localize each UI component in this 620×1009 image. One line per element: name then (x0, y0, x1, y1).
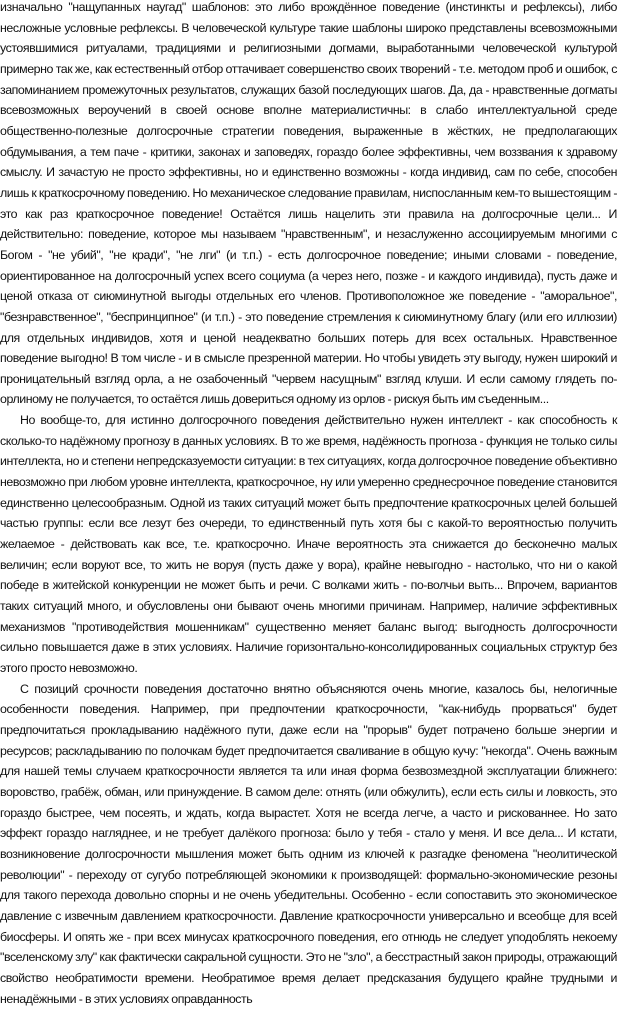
paragraph-2: Но вообще-то, для истинно долгосрочного поведения действительно нужен интеллект - как способность к сколько-то надёжному прогнозу в данных условиях. В то же время, надёжность прогноза - функция не только силы интеллекта, но и степени непредсказуемости ситуации: в тех ситуациях, когда долгосрочное поведение объективно невозможно при любом уровне интеллекта, краткосрочное, ну или умеренно среднесрочное поведение становится единственно целесообразным. Одной из таких ситуаций может быть предпочтение краткосрочных целей большей частью группы: если все лезут без очереди, то единственный путь хотя бы с какой-то вероятностью получить желаемое - действовать как все, т.е. краткосрочно. Иначе вероятность эта снижается до бесконечно малых величин; если воруют все, то жить не воруя (пусть даже у вора), крайне невыгодно - настолько, что ни о какой победе в житейской конкуренции не может быть и речи. С волками жить - по-волчьи выть... Впрочем, вариантов таких ситуаций много, и обусловлены они бывают очень многими причинам. Например, наличие эффективных механизмов "противодействия мошенникам" существенно меняет баланс выгод: выгодность долгосрочности сильно повышается даже в этих условиях. Наличие горизонтально-консолидированных социальных структур без этого просто невозможно. (0, 413, 617, 675)
paragraph-3: С позиций срочности поведения достаточно внятно объясняются очень многие, казалось бы, нелогичные особенности поведения. Например, при предпочтении краткосрочности, "как-нибудь прорваться" будет предпочитаться прокладыванию надёжного пути, даже если на "прорыв" будет потрачено больше энергии и ресурсов; раскладыванию по полочкам будет предпочитается сваливание в общую кучу: "некогда". Очень важным для нашей темы случаем краткосрочности является та или иная форма безвозмездной эксплуатации ближнего: воровство, грабёж, обман, или принуждение. В самом деле: отнять (или обжулить), если есть силы и ловкость, это гораздо быстрее, чем посеять, и ждать, когда вырастет. Хотя не всегда легче, а часто и рискованнее. Но зато эффект гораздо нагляднее, и не требует далёкого прогноза: было у тебя - стало у меня. И все дела... И кстати, возникновение долгосрочности мышления может быть одним из ключей к разгадке феномена "неолитической революции" - переходу от сугубо потребляющей экономики к производящей: формально-экономические резоны для такого перехода довольно спорны и не очень убедительны. Особенно - если сопоставить это экономическое давление с извечным давлением краткосрочности. Давление краткосрочности универсально и всеобще для всей биосферы. И опять же - при всех минусах краткосрочного поведения, его отнюдь не следует уподоблять некоему "вселенскому злу" как фактически сакральной сущности. Это не "зло", а бесстрастный закон природы, отражающий свойство необратимости времени. Необратимое время делает предсказания будущего крайне трудными и ненадёжными - в этих условиях оправданность (0, 681, 617, 1006)
paragraph-1: изначально "нащупанных наугад" шаблонов: это либо врождённое поведение (инстинкты и рефлексы), либо несложные условные рефлексы. В человеческой культуре такие шаблоны широко представлены всевозможными устоявшимися ритуалами, традициями и религиозными догмами, выработанными человеческой культурой примерно так же, как естественный отбор оттачивает совершенство своих творений - т.е. методом проб и ошибок, с запоминанием промежуточных результатов, служащих базой последующих шагов. Да, да - нравственные догматы всевозможных вероучений в своей основе вполне материалистичны: в слабо интеллектуальной среде общественно-полезные долгосрочные стратегии поведения, выраженные в жёстких, не предполагающих обдумывания, а тем паче - критики, законах и заповедях, гораздо более эффективны, чем воззвания к здравому смыслу. И зачастую не просто эффективны, но и единственно возможны - когда индивид, сам по себе, способен лишь к краткосрочному поведению. Но механическое следование правилам, ниспосланным кем-то вышестоящим - это как раз краткосрочное поведение! Остаётся лишь нацелить эти правила на долгосрочные цели... И действительно: поведение, которое мы называем "нравственным", и незаслуженно ассоциируемым многими с Богом - "не убий", "не кради", "не лги" (и т.п.) - есть долгосрочное поведение; иными словами - поведение, ориентированное на долгосрочный успех всего социума (а через него, позже - и каждого индивида), пусть даже и ценой отказа от сиюминутной выгоды отдельных его членов. Противоположное же поведение - "аморальное", "безнравственное", "беспринципное" (и т.п.) - это поведение стремления к сиюминутному благу (или его иллюзии) для отдельных индивидов, хотя и ценой неадекватно больших потерь для всех остальных. Нравственное поведение выгодно! В том числе - и в смысле презренной материи. Но чтобы увидеть эту выгоду, нужен широкий и проницательный взгляд орла, а не озабоченный "червем насущным" взгляд клуши. И если самому глядеть по-орлиному не получается, то остаётся лишь довериться одному из орлов - рискуя быть им съеденным... (0, 0, 617, 407)
